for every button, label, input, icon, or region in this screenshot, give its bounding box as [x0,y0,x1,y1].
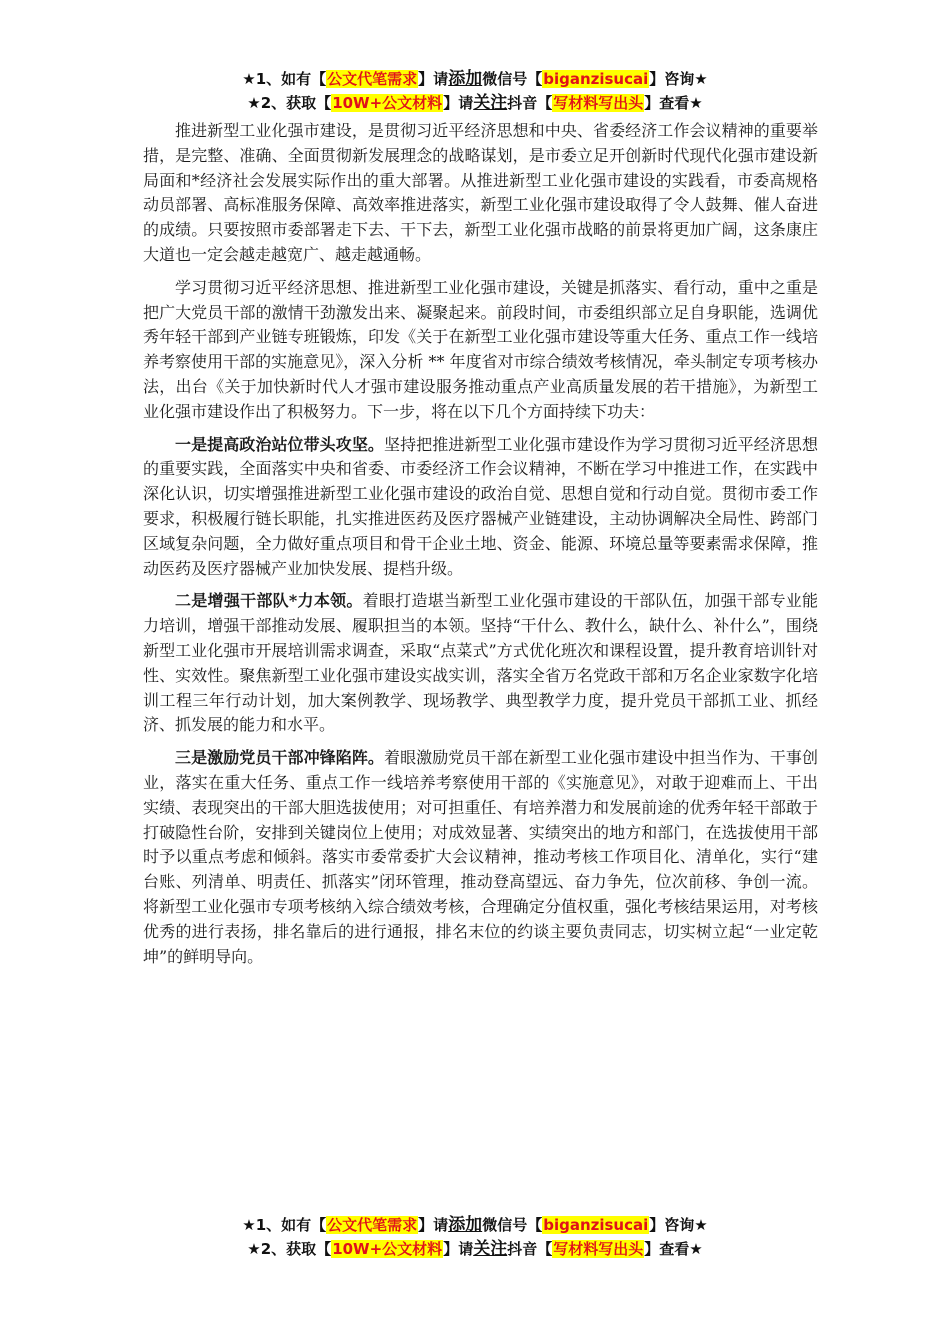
promo-line-2 [0,91,950,115]
promo-text: 微信号【 [482,70,543,88]
paragraph-text: 推进新型工业化强市建设，是贯彻习近平经济思想和中央、省委经济工作会议精神的重要举措，是完整、准确、全面贯彻新发展理念的战略谋划，是市委立足开创新时代现代化强市建设新局面和*经济社会发展实际作出的重大部署。从推进新型工业化强市建设的实践看，市委高规格动员部署、高标准服务保障、高效率推进落实，新型工业化强市建设取得了令人鼓舞、催人奋进的成绩。只要按照市委部署走下去、干下去，新型工业化强市战略的前景将更加广阔，这条康庄大道也一定会越走越宽广、越走越通畅。 [143,121,818,264]
promo-highlight: 10W+公文材料 [332,94,443,112]
promo-text: 】查看★ [644,94,703,112]
promo-emphasis: 关注 [473,93,508,113]
promo-line-1 [0,1213,950,1237]
promo-text: 抖音【 [507,94,553,112]
paragraph-text: 学习贯彻习近平经济思想、推进新型工业化强市建设，关键是抓落实、看行动，重中之重是把广大党员干部的激情干劲激发出来、凝聚起来。前段时间，市委组织部立足自身职能，选调优秀年轻干部到产业链专班锻炼，印发《关于在新型工业化强市建设等重大任务、重点工作一线培养考察使用干部的实施意见》，深入分析 ** 年度省对市综合绩效考核情况，牵头制定专项考核办法，出台《关于加快新时代人才强市建设服务推动重点产业高质量发展的若干措施》，为新型工业化强市建设作出了积极努力。下一步，将在以下几个方面持续下功夫： [143,277,818,421]
promo-emphasis: 添加 [448,1215,483,1235]
promo-text: 】请 [418,70,449,88]
promo-text: 】咨询★ [649,70,708,88]
paragraph-lead: 三是激励党员干部冲锋陷阵。 [175,748,384,768]
paragraph-lead: 一是提高政治站位带头攻坚。 [175,434,384,454]
promo-text: ★1、如有【 [242,70,327,88]
promo-emphasis: 关注 [473,1239,508,1259]
promo-text: ★2、获取【 [247,1240,332,1258]
paragraph [143,746,818,969]
promo-footer [0,1213,950,1261]
paragraph [143,119,818,268]
paragraph-text: 坚持把推进新型工业化强市建设作为学习贯彻习近平经济思想的重要实践，全面落实中央和省委、市委经济工作会议精神，不断在学习中推进工作，在实践中深化认识，切实增强推进新型工业化强市建设的政治自觉、思想自觉和行动自觉。贯彻市委工作要求，积极履行链长职能，扎实推进医药及医疗器械产业链建设，主动协调解决全局性、跨部门区域复杂问题，全力做好重点项目和骨干企业土地、资金、能源、环境总量等要素需求保障，推动医药及医疗器械产业加快发展、提档升级。 [143,434,818,578]
promo-highlight: 公文代笔需求 [327,70,418,88]
promo-text: 】请 [443,1240,474,1258]
promo-text: 】请 [418,1216,449,1234]
paragraph-text: 着眼打造堪当新型工业化强市建设的干部队伍，加强干部专业能力培训，增强干部推动发展、履职担当的本领。坚持“干什么、教什么，缺什么、补什么”，围绕新型工业化强市开展培训需求调查，采取“点菜式”方式优化班次和课程设置，提升教育培训针对性、实效性。聚焦新型工业化强市建设实战实训，落实全省万名党政干部和万名企业家数字化培训工程三年行动计划，加大案例教学、现场教学、典型教学力度，提升党员干部抓工业、抓经济、抓发展的能力和水平。 [143,591,818,735]
promo-highlight: 写材料写出头 [553,1240,644,1258]
promo-header [0,67,950,115]
document-body [143,119,818,977]
paragraph [143,276,818,425]
promo-highlight: 写材料写出头 [553,94,644,112]
paragraph [143,589,818,738]
promo-highlight: 10W+公文材料 [332,1240,443,1258]
promo-text: ★1、如有【 [242,1216,327,1234]
promo-line-2 [0,1237,950,1261]
paragraph-lead: 二是增强干部队*力本领。 [175,591,363,611]
promo-text: 抖音【 [507,1240,553,1258]
promo-text: 微信号【 [482,1216,543,1234]
promo-highlight: biganzisucai [543,70,649,88]
promo-text: 】咨询★ [649,1216,708,1234]
promo-highlight: biganzisucai [543,1216,649,1234]
promo-highlight: 公文代笔需求 [327,1216,418,1234]
promo-emphasis: 添加 [448,69,483,89]
promo-text: 】请 [443,94,474,112]
paragraph-text: 着眼激励党员干部在新型工业化强市建设中担当作为、干事创业，落实在重大任务、重点工作一线培养考察使用干部的《实施意见》，对敢于迎难而上、干出实绩、表现突出的干部大胆选拔使用；对可担重任、有培养潜力和发展前途的优秀年轻干部敢于打破隐性台阶，安排到关键岗位上使用；对成效显著、实绩突出的地方和部门，在选拔使用干部时予以重点考虑和倾斜。落实市委常委扩大会议精神，推动考核工作项目化、清单化，实行“建台账、列清单、明责任、抓落实”闭环管理，推动登高望远、奋力争先，位次前移、争创一流。将新型工业化强市专项考核纳入综合绩效考核，合理确定分值权重，强化考核结果运用，对考核优秀的进行表扬，排名靠后的进行通报，排名末位的约谈主要负责同志，切实树立起“一业定乾坤”的鲜明导向。 [143,748,818,966]
promo-text: 】查看★ [644,1240,703,1258]
paragraph [143,433,818,582]
promo-text: ★2、获取【 [247,94,332,112]
promo-line-1 [0,67,950,91]
